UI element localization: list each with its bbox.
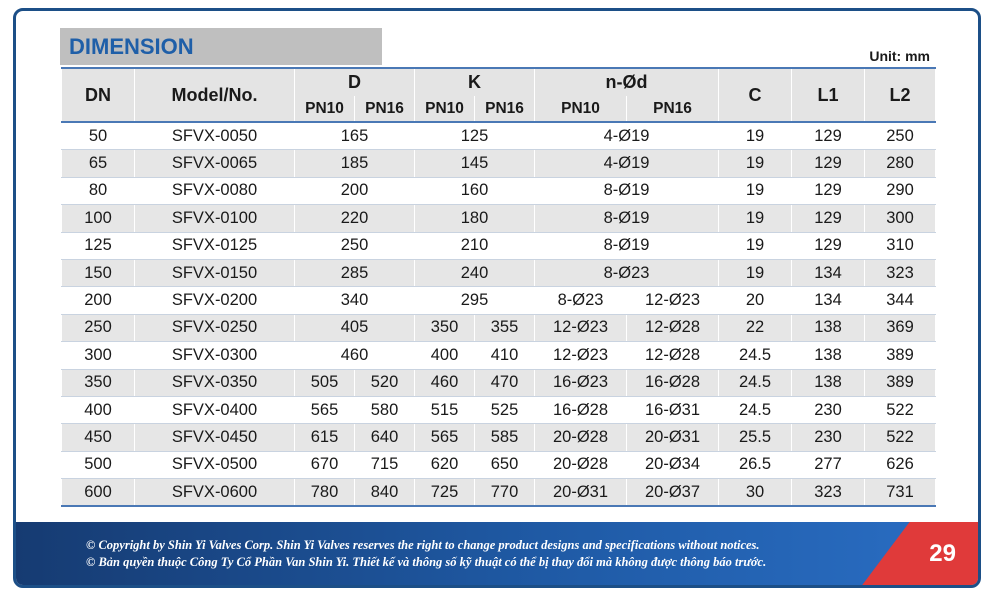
header-nd-pn16: PN16: [627, 96, 719, 122]
table-body: [62, 122, 936, 506]
cell-dn: 50: [62, 122, 135, 150]
cell-nd: 8-Ø19: [535, 205, 719, 232]
cell-nd-pn16: 16-Ø31: [627, 396, 719, 423]
cell-nd: 8-Ø23: [535, 259, 719, 286]
cell-k-pn16: 525: [475, 396, 535, 423]
cell-l2: 369: [865, 314, 936, 341]
cell-l2: 522: [865, 424, 936, 451]
cell-nd-pn16: 16-Ø28: [627, 369, 719, 396]
cell-l1: 134: [792, 287, 865, 314]
section-title-box: [60, 28, 382, 65]
cell-k-pn10: 515: [415, 396, 475, 423]
cell-l1: 230: [792, 396, 865, 423]
cell-nd: 4-Ø19: [535, 150, 719, 177]
table-row: [62, 424, 936, 451]
table-row: [62, 396, 936, 423]
cell-c: 26.5: [719, 451, 792, 478]
cell-k: 240: [415, 259, 535, 286]
table-row: [62, 451, 936, 478]
cell-d-pn10: 615: [295, 424, 355, 451]
cell-model: SFVX-0150: [135, 259, 295, 286]
cell-l1: 138: [792, 314, 865, 341]
cell-dn: 400: [62, 396, 135, 423]
cell-d: 460: [295, 342, 415, 369]
cell-l2: 290: [865, 177, 936, 204]
cell-c: 19: [719, 122, 792, 150]
copyright-vietnamese: © Bản quyền thuộc Công Ty Cổ Phần Van Shin Yi. Thiết kế và thông số kỹ thuật có thể bị thay đổi mà không được thông báo trước.: [86, 555, 767, 569]
cell-dn: 350: [62, 369, 135, 396]
cell-l2: 731: [865, 479, 936, 507]
header-l1: L1: [792, 68, 865, 122]
cell-l1: 134: [792, 259, 865, 286]
cell-nd-pn16: 12-Ø28: [627, 342, 719, 369]
cell-k: 125: [415, 122, 535, 150]
table-row: [62, 479, 936, 507]
cell-model: SFVX-0100: [135, 205, 295, 232]
cell-model: SFVX-0050: [135, 122, 295, 150]
header-l2: L2: [865, 68, 936, 122]
cell-model: SFVX-0125: [135, 232, 295, 259]
cell-d: 250: [295, 232, 415, 259]
cell-c: 20: [719, 287, 792, 314]
header-model: Model/No.: [135, 68, 295, 122]
cell-k-pn10: 565: [415, 424, 475, 451]
header-d: D: [295, 68, 415, 96]
cell-d-pn10: 780: [295, 479, 355, 507]
cell-c: 19: [719, 177, 792, 204]
cell-d: 165: [295, 122, 415, 150]
cell-l1: 323: [792, 479, 865, 507]
cell-nd-pn16: 20-Ø34: [627, 451, 719, 478]
table-row: [62, 287, 936, 314]
header-d-pn10: PN10: [295, 96, 355, 122]
cell-d-pn16: 580: [355, 396, 415, 423]
cell-dn: 500: [62, 451, 135, 478]
table-row: [62, 342, 936, 369]
table-row: [62, 150, 936, 177]
cell-d: 200: [295, 177, 415, 204]
cell-model: SFVX-0400: [135, 396, 295, 423]
cell-l2: 344: [865, 287, 936, 314]
cell-k-pn10: 460: [415, 369, 475, 396]
cell-c: 25.5: [719, 424, 792, 451]
header-k-pn10: PN10: [415, 96, 475, 122]
cell-dn: 600: [62, 479, 135, 507]
cell-dn: 200: [62, 287, 135, 314]
cell-model: SFVX-0250: [135, 314, 295, 341]
cell-dn: 250: [62, 314, 135, 341]
cell-d: 405: [295, 314, 415, 341]
cell-d-pn16: 640: [355, 424, 415, 451]
cell-k-pn16: 410: [475, 342, 535, 369]
cell-k-pn16: 770: [475, 479, 535, 507]
cell-nd-pn10: 20-Ø28: [535, 451, 627, 478]
cell-l2: 280: [865, 150, 936, 177]
cell-dn: 65: [62, 150, 135, 177]
table-row: [62, 369, 936, 396]
cell-l2: 300: [865, 205, 936, 232]
cell-l2: 323: [865, 259, 936, 286]
cell-d-pn10: 505: [295, 369, 355, 396]
cell-l1: 129: [792, 232, 865, 259]
cell-k-pn10: 725: [415, 479, 475, 507]
cell-nd-pn16: 12-Ø28: [627, 314, 719, 341]
cell-d-pn16: 520: [355, 369, 415, 396]
cell-nd-pn10: 20-Ø28: [535, 424, 627, 451]
cell-k-pn10: 400: [415, 342, 475, 369]
cell-d: 340: [295, 287, 415, 314]
page-number: 29: [929, 540, 956, 567]
cell-nd-pn10: 12-Ø23: [535, 314, 627, 341]
cell-model: SFVX-0200: [135, 287, 295, 314]
cell-c: 24.5: [719, 342, 792, 369]
cell-nd-pn10: 16-Ø28: [535, 396, 627, 423]
cell-d-pn10: 565: [295, 396, 355, 423]
cell-c: 19: [719, 259, 792, 286]
cell-nd: 4-Ø19: [535, 122, 719, 150]
cell-k-pn10: 620: [415, 451, 475, 478]
cell-c: 24.5: [719, 369, 792, 396]
cell-k-pn16: 650: [475, 451, 535, 478]
cell-k: 295: [415, 287, 535, 314]
header-d-pn16: PN16: [355, 96, 415, 122]
cell-model: SFVX-0600: [135, 479, 295, 507]
cell-c: 30: [719, 479, 792, 507]
unit-label: Unit: mm: [869, 48, 930, 64]
cell-c: 19: [719, 150, 792, 177]
cell-c: 22: [719, 314, 792, 341]
cell-model: SFVX-0065: [135, 150, 295, 177]
header-nd-pn10: PN10: [535, 96, 627, 122]
cell-nd-pn16: 20-Ø31: [627, 424, 719, 451]
cell-model: SFVX-0500: [135, 451, 295, 478]
cell-nd-pn10: 20-Ø31: [535, 479, 627, 507]
cell-dn: 150: [62, 259, 135, 286]
cell-dn: 100: [62, 205, 135, 232]
dimension-table: [61, 67, 936, 507]
cell-dn: 300: [62, 342, 135, 369]
table-row: [62, 122, 936, 150]
cell-k: 145: [415, 150, 535, 177]
cell-d: 285: [295, 259, 415, 286]
page-frame: [13, 8, 981, 588]
section-title: DIMENSION: [69, 34, 194, 59]
header-dn: DN: [62, 68, 135, 122]
footer-banner: [16, 522, 978, 588]
cell-d-pn16: 840: [355, 479, 415, 507]
cell-l1: 129: [792, 177, 865, 204]
cell-k: 180: [415, 205, 535, 232]
cell-l1: 138: [792, 342, 865, 369]
cell-nd-pn10: 8-Ø23: [535, 287, 627, 314]
cell-nd-pn10: 12-Ø23: [535, 342, 627, 369]
cell-nd: 8-Ø19: [535, 232, 719, 259]
cell-d-pn10: 670: [295, 451, 355, 478]
header-c: C: [719, 68, 792, 122]
page-number-tab: [860, 522, 978, 588]
cell-k: 160: [415, 177, 535, 204]
cell-l1: 277: [792, 451, 865, 478]
cell-l1: 230: [792, 424, 865, 451]
table-row: [62, 177, 936, 204]
cell-nd-pn10: 16-Ø23: [535, 369, 627, 396]
cell-l2: 310: [865, 232, 936, 259]
cell-k-pn10: 350: [415, 314, 475, 341]
cell-l2: 389: [865, 369, 936, 396]
cell-l1: 129: [792, 122, 865, 150]
cell-l2: 626: [865, 451, 936, 478]
cell-d: 185: [295, 150, 415, 177]
cell-model: SFVX-0300: [135, 342, 295, 369]
header-k: K: [415, 68, 535, 96]
table-row: [62, 314, 936, 341]
cell-k-pn16: 355: [475, 314, 535, 341]
cell-l1: 129: [792, 205, 865, 232]
cell-l2: 389: [865, 342, 936, 369]
cell-k: 210: [415, 232, 535, 259]
copyright-english: © Copyright by Shin Yi Valves Corp. Shin Yi Valves reserves the right to change product designs and specifications without notices.: [86, 538, 760, 552]
cell-dn: 450: [62, 424, 135, 451]
table-row: [62, 205, 936, 232]
cell-nd-pn16: 12-Ø23: [627, 287, 719, 314]
cell-l1: 138: [792, 369, 865, 396]
cell-nd: 8-Ø19: [535, 177, 719, 204]
cell-k-pn16: 585: [475, 424, 535, 451]
cell-l1: 129: [792, 150, 865, 177]
cell-dn: 125: [62, 232, 135, 259]
cell-c: 24.5: [719, 396, 792, 423]
cell-model: SFVX-0450: [135, 424, 295, 451]
header-nd: n-Ød: [535, 68, 719, 96]
cell-dn: 80: [62, 177, 135, 204]
cell-l2: 522: [865, 396, 936, 423]
cell-l2: 250: [865, 122, 936, 150]
cell-k-pn16: 470: [475, 369, 535, 396]
cell-model: SFVX-0080: [135, 177, 295, 204]
table-row: [62, 232, 936, 259]
cell-model: SFVX-0350: [135, 369, 295, 396]
table-row: [62, 259, 936, 286]
cell-d-pn16: 715: [355, 451, 415, 478]
cell-d: 220: [295, 205, 415, 232]
cell-nd-pn16: 20-Ø37: [627, 479, 719, 507]
header-k-pn16: PN16: [475, 96, 535, 122]
cell-c: 19: [719, 232, 792, 259]
cell-c: 19: [719, 205, 792, 232]
